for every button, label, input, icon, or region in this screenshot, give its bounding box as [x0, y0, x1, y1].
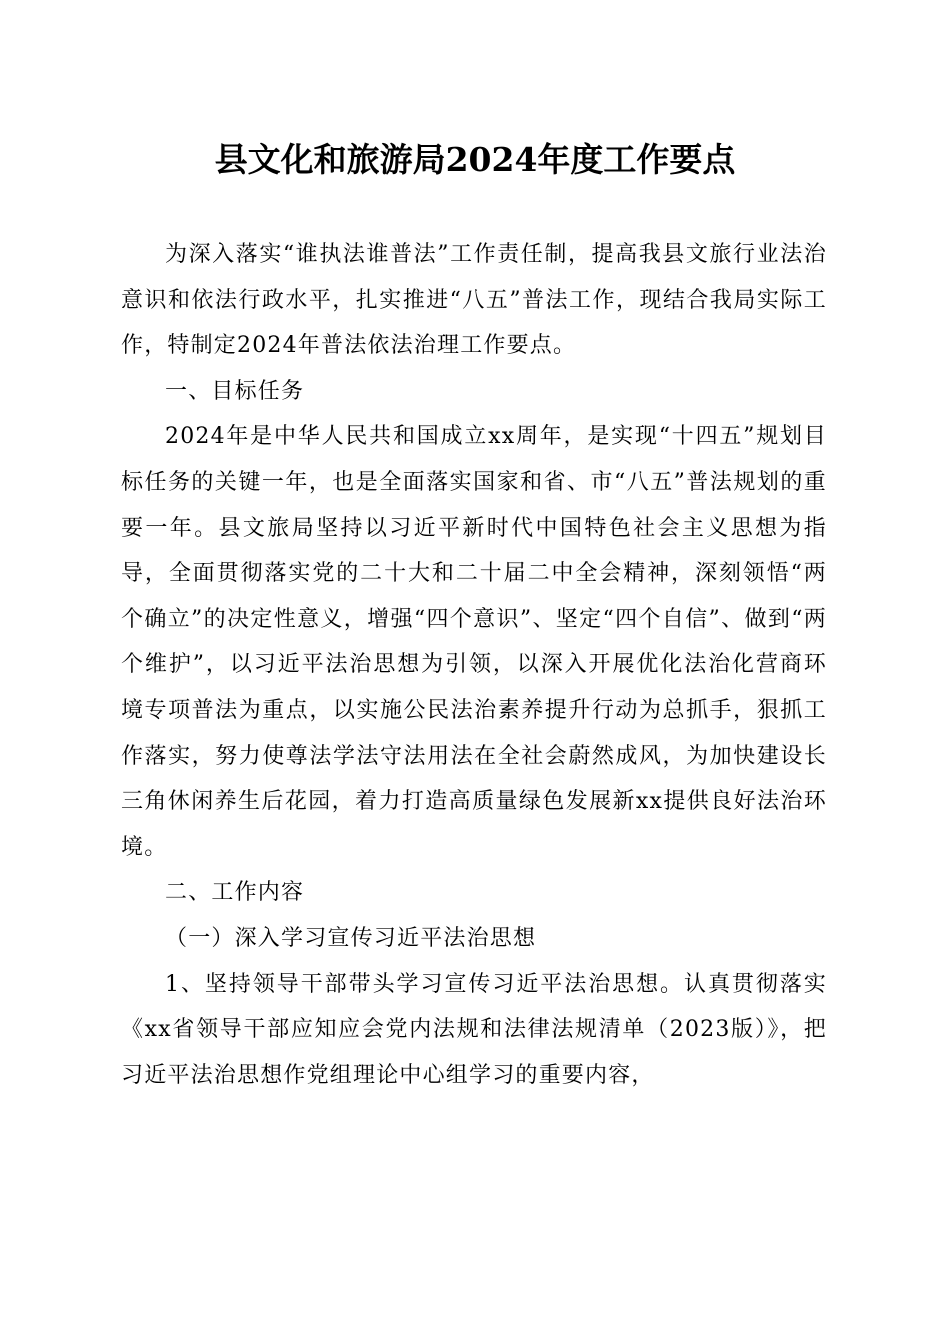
- section-heading-goals: 一、目标任务: [165, 378, 305, 404]
- document-title: 县文化和旅游局2024年度工作要点: [214, 140, 736, 179]
- subsection-heading-1: （一）深入学习宣传习近平法治思想: [165, 925, 537, 951]
- item-1-paragraph: 1、坚持领导干部带头学习宣传习近平法治思想。认真贯彻落实《xx省领导干部应知应会党内法规和法律法规清单（2023版）》，把习近平法治思想作党组理论中心组学习的重要内容，: [121, 971, 827, 1088]
- section-heading-work-content: 二、工作内容: [165, 880, 305, 906]
- intro-paragraph: 为深入落实“谁执法谁普法”工作责任制，提高我县文旅行业法治意识和依法行政水平，扎实推进“八五”普法工作，现结合我局实际工作，特制定2024年普法依法治理工作要点。: [121, 242, 827, 359]
- goals-paragraph: 2024年是中华人民共和国成立xx周年，是实现“十四五”规划目标任务的关键一年，也是全面落实国家和省、市“八五”普法规划的重要一年。县文旅局坚持以习近平新时代中国特色社会主义思想为指导，全面贯彻落实党的二十大和二十届二中全会精神，深刻领悟“两个确立”的决定性意义，增强“四个意识”、坚定“四个自信”、做到“两个维护”，以习近平法治思想为引领，以深入开展优化法治化营商环境专项普法为重点，以实施公民法治素养提升行动为总抓手，狠抓工作落实，努力使尊法学法守法用法在全社会蔚然成风，为加快建设长三角休闲养生后花园，着力打造高质量绿色发展新xx提供良好法治环境。: [121, 424, 827, 860]
- document-body: [121, 232, 827, 1098]
